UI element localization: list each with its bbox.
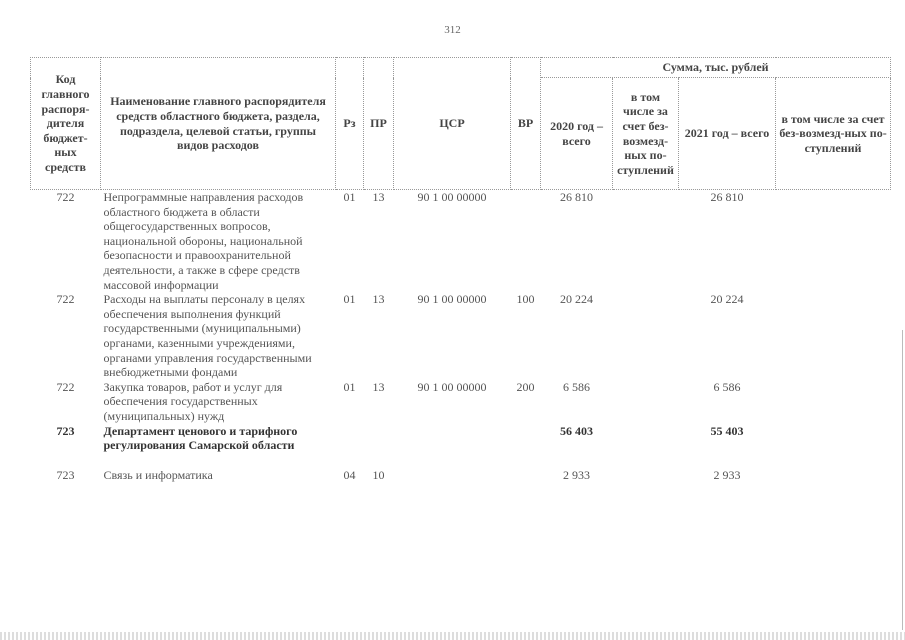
cell-rz: 01: [343, 190, 356, 204]
cell-csr: 90 1 00 00000: [417, 190, 487, 204]
table-row: [31, 424, 891, 468]
cell-y2020: 20 224: [560, 292, 593, 307]
page-number: 312: [444, 24, 461, 36]
cell-y2021: 55 403: [710, 423, 744, 438]
cell-y2020: 2 933: [563, 467, 590, 482]
cell-code: 722: [56, 190, 75, 204]
cell-code: 723: [56, 467, 75, 482]
cell-rz: 01: [343, 292, 356, 307]
table-row: [31, 190, 891, 293]
header-pr: ПР: [364, 58, 394, 190]
cell-pr: 13: [372, 190, 385, 204]
cell-y2020: 26 810: [560, 190, 593, 204]
cell-pr: 13: [372, 379, 385, 394]
cell-rz: 01: [343, 379, 356, 394]
cell-csr: [394, 468, 511, 483]
cell-csr: 90 1 00 00000: [417, 379, 487, 394]
cell-name: Департамент ценового и тарифного регулирования Самарской области: [103, 423, 298, 453]
header-2021-incl: в том числе за счет без-возмезд-ных по-ступлений: [776, 78, 891, 190]
cell-csr: 90 1 00 00000: [417, 292, 487, 307]
cell-y2021: 26 810: [710, 190, 744, 204]
cell-vr: [511, 424, 541, 468]
cell-y2020: 6 586: [563, 379, 590, 394]
cell-pr: [364, 424, 394, 468]
scan-edge: [902, 330, 903, 630]
cell-y2021_incl: [776, 424, 891, 468]
header-vr: ВР: [511, 58, 541, 190]
cell-code: 722: [56, 379, 75, 394]
cell-y2021_incl: [776, 468, 891, 483]
cell-name: Расходы на выплаты персоналу в целях обеспечения выполнения функций государственными (муниципальными) органами, казенными учреждениями, органами управления государственными внебюджетными фондами: [103, 292, 312, 380]
cell-name: Закупка товаров, работ и услуг для обеспечения государственных (муниципальных) нужд: [103, 379, 283, 423]
cell-y2020_incl: [613, 380, 679, 424]
header-rz: Рз: [336, 58, 364, 190]
header-2020: 2020 год – всего: [541, 78, 613, 190]
scan-bottom-edge: [0, 632, 905, 640]
cell-code: 722: [56, 292, 75, 307]
table-row: [31, 468, 891, 483]
cell-rz: [336, 424, 364, 468]
cell-y2021_incl: [776, 380, 891, 424]
cell-rz: 04: [343, 467, 356, 482]
cell-csr: [394, 424, 511, 468]
cell-pr: 10: [372, 467, 385, 482]
header-csr: ЦСР: [394, 58, 511, 190]
cell-code: 723: [56, 423, 75, 438]
cell-y2020_incl: [613, 468, 679, 483]
cell-name: Непрограммные направления расходов областного бюджета в области общегосударственных вопросов, национальной обороны, национальной безопасности и правоохранительной деятельности, а также в сфере средств массовой информации: [103, 190, 304, 292]
cell-vr: 100: [516, 292, 535, 307]
cell-y2021: 20 224: [710, 292, 744, 307]
cell-vr: [511, 468, 541, 483]
cell-pr: 13: [372, 292, 385, 307]
budget-table: [30, 57, 891, 482]
cell-y2020_incl: [613, 292, 679, 380]
cell-vr: [511, 190, 541, 293]
cell-vr: 200: [516, 379, 535, 394]
header-sum: Сумма, тыс. рублей: [541, 58, 891, 78]
cell-y2020_incl: [613, 190, 679, 293]
cell-y2021: 6 586: [713, 379, 741, 394]
header-2021: 2021 год – всего: [679, 78, 776, 190]
table-row: [31, 380, 891, 424]
cell-y2021: 2 933: [713, 467, 741, 482]
cell-y2021_incl: [776, 292, 891, 380]
cell-y2021_incl: [776, 190, 891, 293]
header-code: Код главного распоря-дителя бюджет-ных средств: [31, 58, 101, 190]
cell-y2020_incl: [613, 424, 679, 468]
cell-name: Связь и информатика: [103, 467, 213, 482]
header-2020-incl: в том числе за счет без-возмезд-ных по-ступлений: [613, 78, 679, 190]
cell-y2020: 56 403: [560, 423, 593, 438]
header-name: Наименование главного распорядителя средств областного бюджета, раздела, подраздела, целевой статьи, группы видов расходов: [101, 58, 336, 190]
table-row: [31, 292, 891, 380]
